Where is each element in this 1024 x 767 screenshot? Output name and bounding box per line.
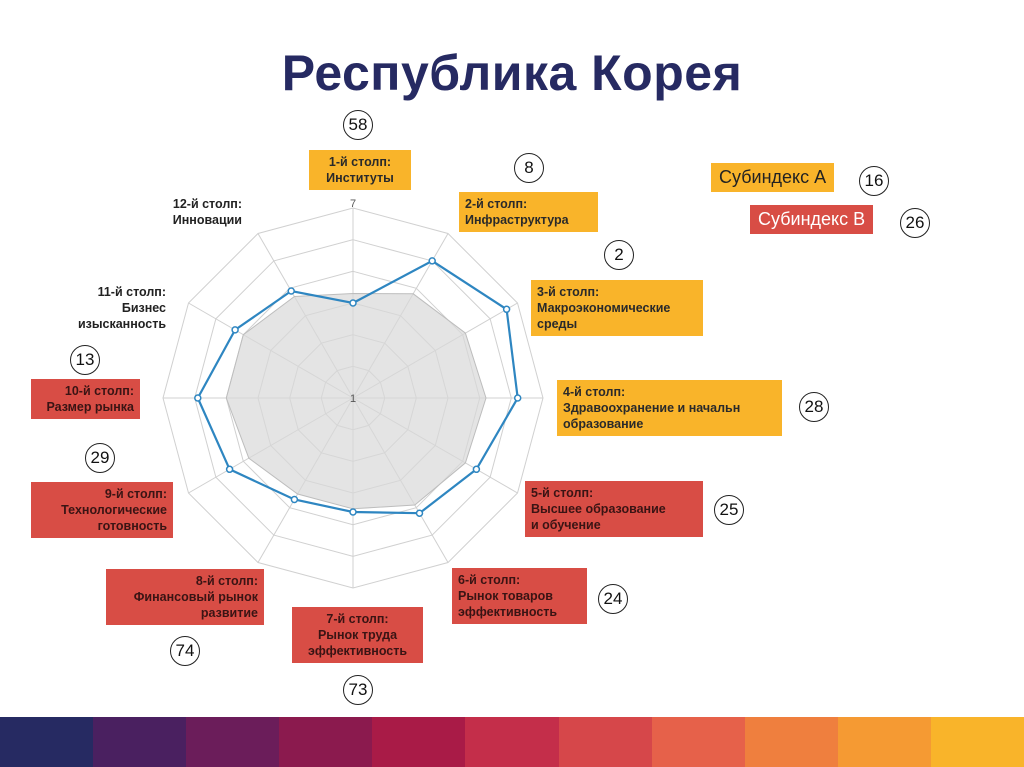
- stripe-segment-3: [186, 717, 279, 767]
- radar-series: [195, 258, 521, 516]
- stripe-segment-1: [0, 717, 93, 767]
- axis-max-label: 7: [349, 198, 357, 210]
- stripe-segment-9: [745, 717, 838, 767]
- page-title: Республика Корея: [281, 45, 743, 101]
- pillar-label-4: 4-й столп: Здравоохранение и начальн образование: [557, 380, 782, 436]
- rank-badge-pillar-6: 24: [598, 584, 628, 614]
- footer-color-stripe: [0, 717, 1024, 767]
- stripe-segment-11: [931, 717, 1024, 767]
- pillar-label-6: 6-й столп: Рынок товаров эффективность: [452, 568, 587, 624]
- pillar-label-7: 7-й столп: Рынок труда эффективность: [292, 607, 423, 663]
- pillar-label-5: 5-й столп: Высшее образование и обучение: [525, 481, 703, 537]
- pillar-label-12: 12-й столп: Инновации: [172, 197, 242, 227]
- stripe-segment-2: [93, 717, 186, 767]
- stripe-segment-4: [279, 717, 372, 767]
- stripe-segment-8: [652, 717, 745, 767]
- radar-point-12: [288, 288, 294, 294]
- pillar-label-11: 11-й столп: Бизнес изысканность: [77, 285, 166, 331]
- axis-min-label: 1: [349, 393, 357, 405]
- radar-point-9: [227, 466, 233, 472]
- radar-point-1: [350, 300, 356, 306]
- rank-badge-pillar-9: 29: [85, 443, 115, 473]
- rank-badge-pillar-10: 13: [70, 345, 100, 375]
- rank-badge-pillar-8: 74: [170, 636, 200, 666]
- stripe-segment-7: [559, 717, 652, 767]
- pillar-label-2: 2-й столп: Инфраструктура: [459, 192, 598, 232]
- rank-badge-pillar-2: 8: [514, 153, 544, 183]
- radar-point-7: [350, 509, 356, 515]
- stripe-segment-5: [372, 717, 465, 767]
- radar-area-series: [226, 294, 486, 509]
- radar-point-3: [504, 306, 510, 312]
- rank-badge-pillar-7: 73: [343, 675, 373, 705]
- subindex-b-rank: 26: [900, 208, 930, 238]
- pillar-label-9: 9-й столп: Технологические готовность: [31, 482, 173, 538]
- radar-point-8: [291, 497, 297, 503]
- pillar-label-3: 3-й столп: Макроэкономические среды: [531, 280, 703, 336]
- stripe-segment-10: [838, 717, 931, 767]
- pillar-label-8: 8-й столп: Финансовый рынок развитие: [106, 569, 264, 625]
- radar-point-11: [232, 327, 238, 333]
- rank-badge-pillar-3: 2: [604, 240, 634, 270]
- radar-point-6: [417, 510, 423, 516]
- rank-badge-pillar-1: 58: [343, 110, 373, 140]
- radar-point-2: [429, 258, 435, 264]
- subindex-b-label: Субиндекс B: [750, 205, 873, 234]
- radar-point-4: [515, 395, 521, 401]
- pillar-label-1: 1-й столп: Институты: [309, 150, 411, 190]
- radar-point-10: [195, 395, 201, 401]
- radar-point-5: [473, 466, 479, 472]
- subindex-a-rank: 16: [859, 166, 889, 196]
- pillar-label-10: 10-й столп: Размер рынка: [31, 379, 140, 419]
- rank-badge-pillar-4: 28: [799, 392, 829, 422]
- stripe-segment-6: [465, 717, 558, 767]
- rank-badge-pillar-5: 25: [714, 495, 744, 525]
- subindex-a-label: Субиндекс A: [711, 163, 834, 192]
